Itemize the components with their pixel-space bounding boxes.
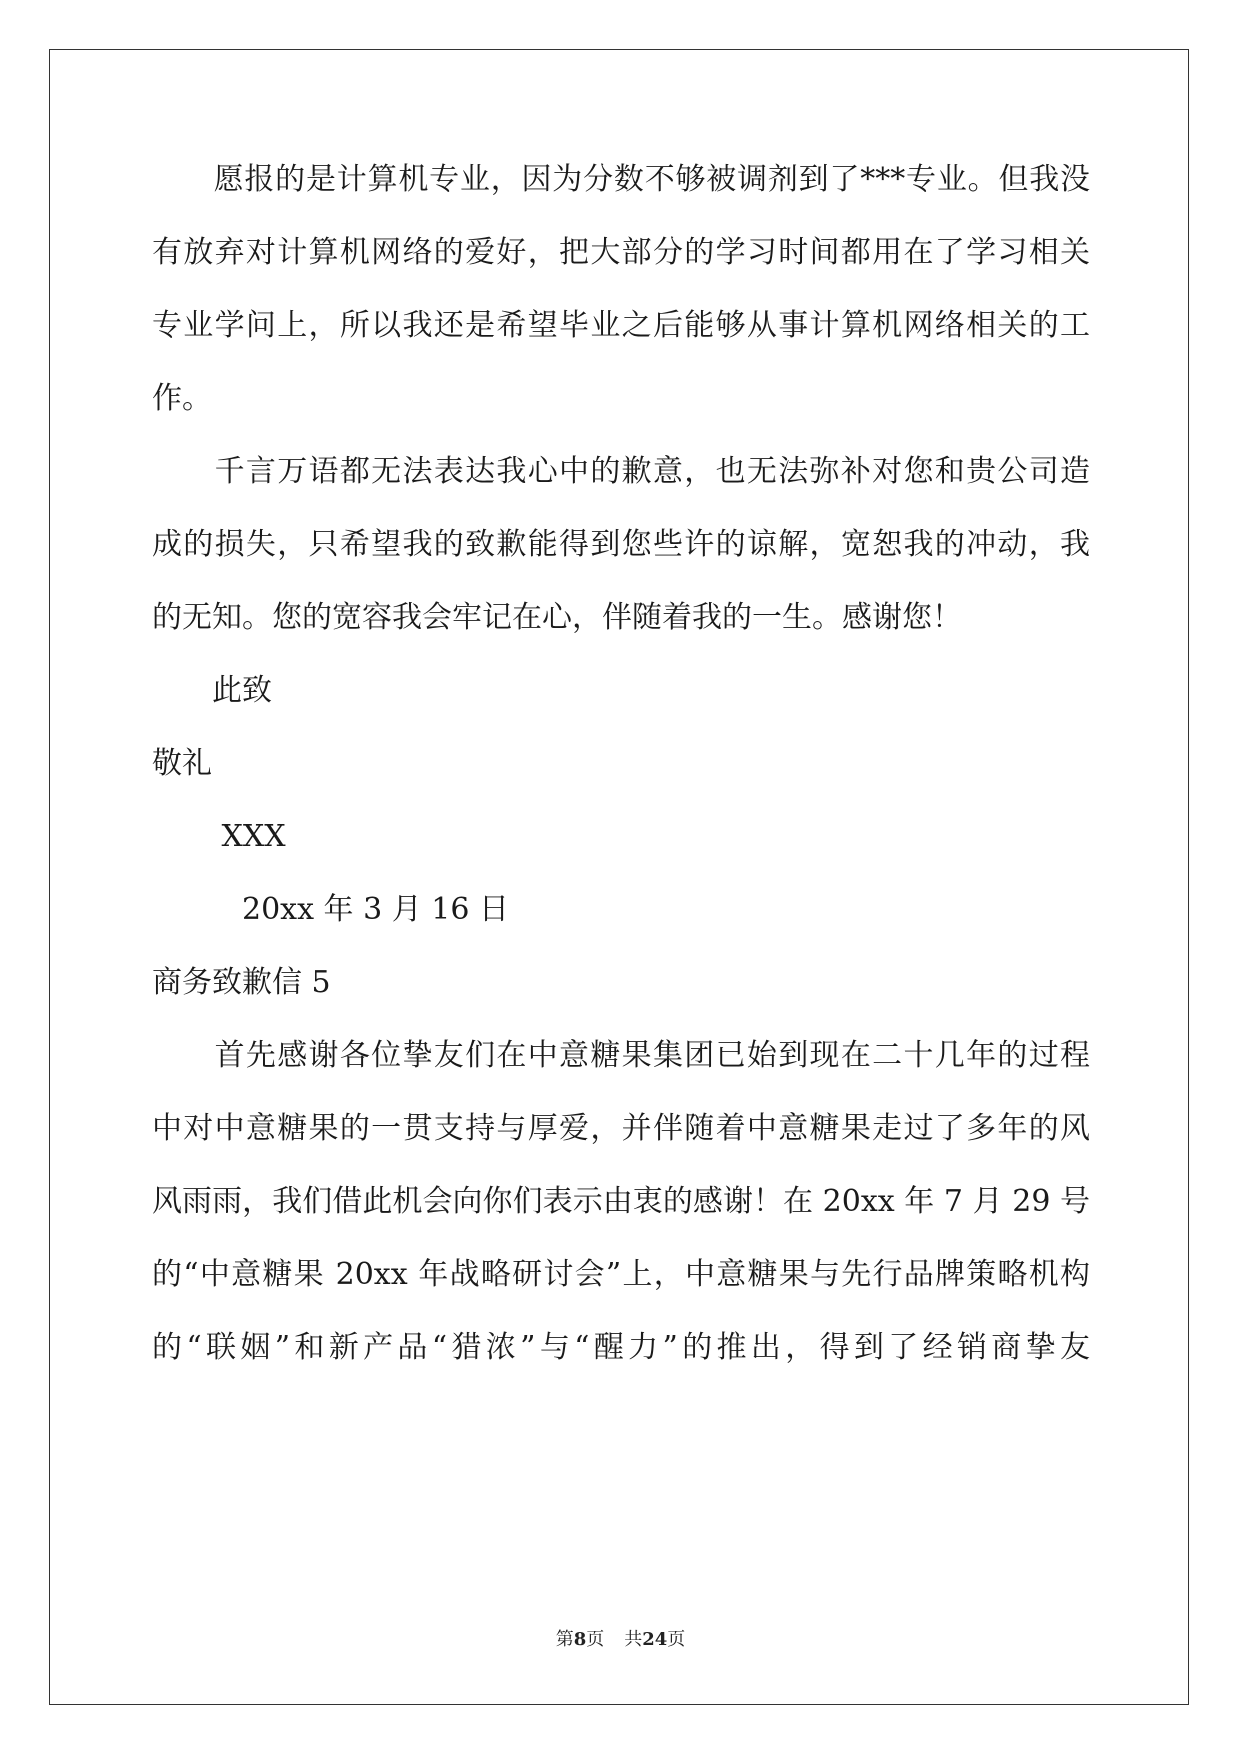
total-suffix: 页 — [667, 1629, 686, 1650]
signature-name: XXX — [152, 819, 286, 854]
total-prefix: 共 — [624, 1629, 643, 1650]
closing-salutation: 此致 — [152, 673, 272, 708]
page-suffix: 页 — [586, 1629, 605, 1650]
paragraph-line: 千言万语都无法表达我心中的歉意，也无法弥补对您和贵公司造 — [152, 454, 1090, 489]
page-prefix: 第 — [555, 1629, 574, 1650]
page-number: 8 — [573, 1629, 587, 1650]
paragraph-line: 风雨雨，我们借此机会向你们表示由衷的感谢！在 20xx 年 7 月 29 号 — [152, 1184, 1090, 1219]
paragraph-line: 作。 — [152, 381, 212, 416]
signature-date: 20xx 年 3 月 16 日 — [152, 892, 509, 927]
paragraph-line: 中对中意糖果的一贯支持与厚爱，并伴随着中意糖果走过了多年的风 — [152, 1111, 1090, 1146]
paragraph-line: 专业学问上，所以我还是希望毕业之后能够从事计算机网络相关的工 — [152, 308, 1090, 343]
closing-regards: 敬礼 — [152, 746, 212, 781]
paragraph-line: 首先感谢各位挚友们在中意糖果集团已始到现在二十几年的过程 — [152, 1038, 1090, 1073]
paragraph-line: 的无知。您的宽容我会牢记在心，伴随着我的一生。感谢您！ — [152, 600, 962, 635]
paragraph-line: 愿报的是计算机专业，因为分数不够被调剂到了***专业。但我没 — [152, 162, 1090, 197]
page-footer — [0, 1628, 1241, 1652]
total-pages: 24 — [642, 1629, 668, 1650]
paragraph-line: 的“中意糖果 20xx 年战略研讨会”上，中意糖果与先行品牌策略机构 — [152, 1257, 1090, 1292]
page-frame — [49, 49, 1189, 1705]
paragraph-line: 成的损失，只希望我的致歉能得到您些许的谅解，宽恕我的冲动，我 — [152, 527, 1090, 562]
paragraph-line: 的“联姻”和新产品“猎浓”与“醒力”的推出，得到了经销商挚友 — [152, 1330, 1090, 1365]
section-heading: 商务致歉信 5 — [152, 965, 331, 1000]
paragraph-line: 有放弃对计算机网络的爱好，把大部分的学习时间都用在了学习相关 — [152, 235, 1090, 270]
